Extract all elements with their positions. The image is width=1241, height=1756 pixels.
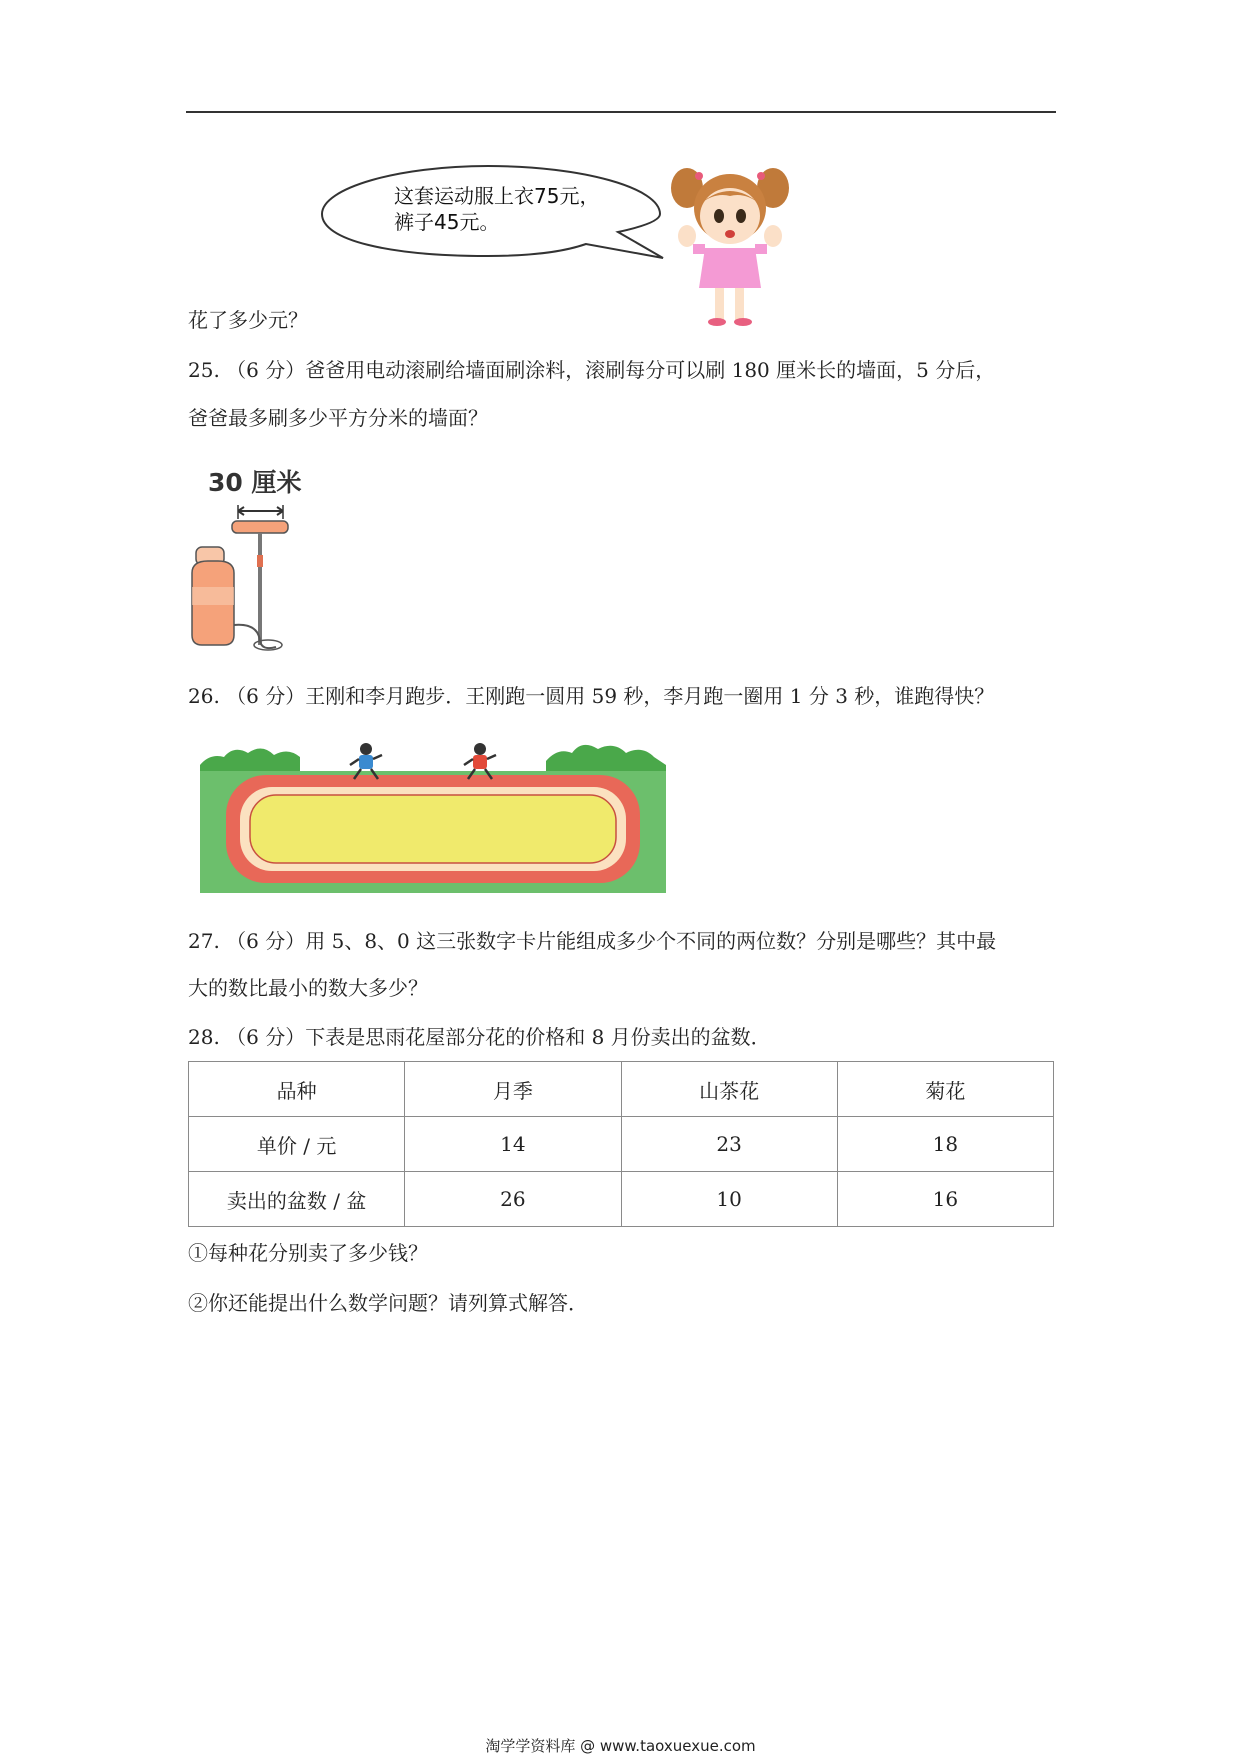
table-row bbox=[189, 1117, 1054, 1172]
table-header-cell: 品种 bbox=[189, 1062, 405, 1117]
table-row-label: 单价 / 元 bbox=[189, 1117, 405, 1172]
table-header-cell: 菊花 bbox=[837, 1062, 1053, 1117]
footer-watermark: 淘学学资料库 @ www.taoxuexue.com bbox=[485, 1737, 756, 1755]
table-cell: 16 bbox=[837, 1172, 1053, 1227]
table-cell: 10 bbox=[621, 1172, 837, 1227]
table-header-cell: 山茶花 bbox=[621, 1062, 837, 1117]
table-cell: 26 bbox=[405, 1172, 621, 1227]
table-cell: 23 bbox=[621, 1117, 837, 1172]
table-header-cell: 月季 bbox=[405, 1062, 621, 1117]
q25-line-2: 爸爸最多刷多少平方分米的墙面？ bbox=[188, 406, 488, 430]
table-row bbox=[189, 1172, 1054, 1227]
running-track-illustration bbox=[196, 735, 670, 895]
q27-line-2: 大的数比最小的数大多少？ bbox=[188, 976, 428, 1000]
q28-intro: 28. （6 分）下表是思雨花屋部分花的价格和 8 月份卖出的盆数． bbox=[188, 1025, 771, 1049]
table-header-row bbox=[189, 1062, 1054, 1117]
header-rule bbox=[186, 111, 1056, 113]
bubble-line-1: 这套运动服上衣75元， bbox=[394, 184, 600, 208]
q26-line-1: 26. （6 分）王刚和李月跑步．王刚跑一圆用 59 秒，李月跑一圈用 1 分 3 秒，谁跑得快？ bbox=[188, 684, 995, 708]
table-cell: 14 bbox=[405, 1117, 621, 1172]
flower-sales-table bbox=[188, 1061, 1054, 1227]
paint-roller-illustration bbox=[188, 495, 303, 655]
table-cell: 18 bbox=[837, 1117, 1053, 1172]
q28-sub-question-1: ①每种花分别卖了多少钱？ bbox=[188, 1241, 428, 1265]
roller-width-label: 30 厘米 bbox=[208, 468, 302, 497]
q27-line-1: 27. （6 分）用 5、8、0 这三张数字卡片能组成多少个不同的两位数？分别是哪些？其中最 bbox=[188, 929, 997, 953]
bubble-line-2: 裤子45元。 bbox=[394, 210, 500, 234]
girl-illustration bbox=[665, 158, 795, 328]
q25-line-1: 25. （6 分）爸爸用电动滚刷给墙面刷涂料，滚刷每分可以刷 180 厘米长的墙面，5 分后， bbox=[188, 358, 996, 382]
table-row-label: 卖出的盆数 / 盆 bbox=[189, 1172, 405, 1227]
q28-sub-question-2: ②你还能提出什么数学问题？请列算式解答． bbox=[188, 1291, 588, 1315]
q24-question: 花了多少元？ bbox=[188, 308, 308, 332]
